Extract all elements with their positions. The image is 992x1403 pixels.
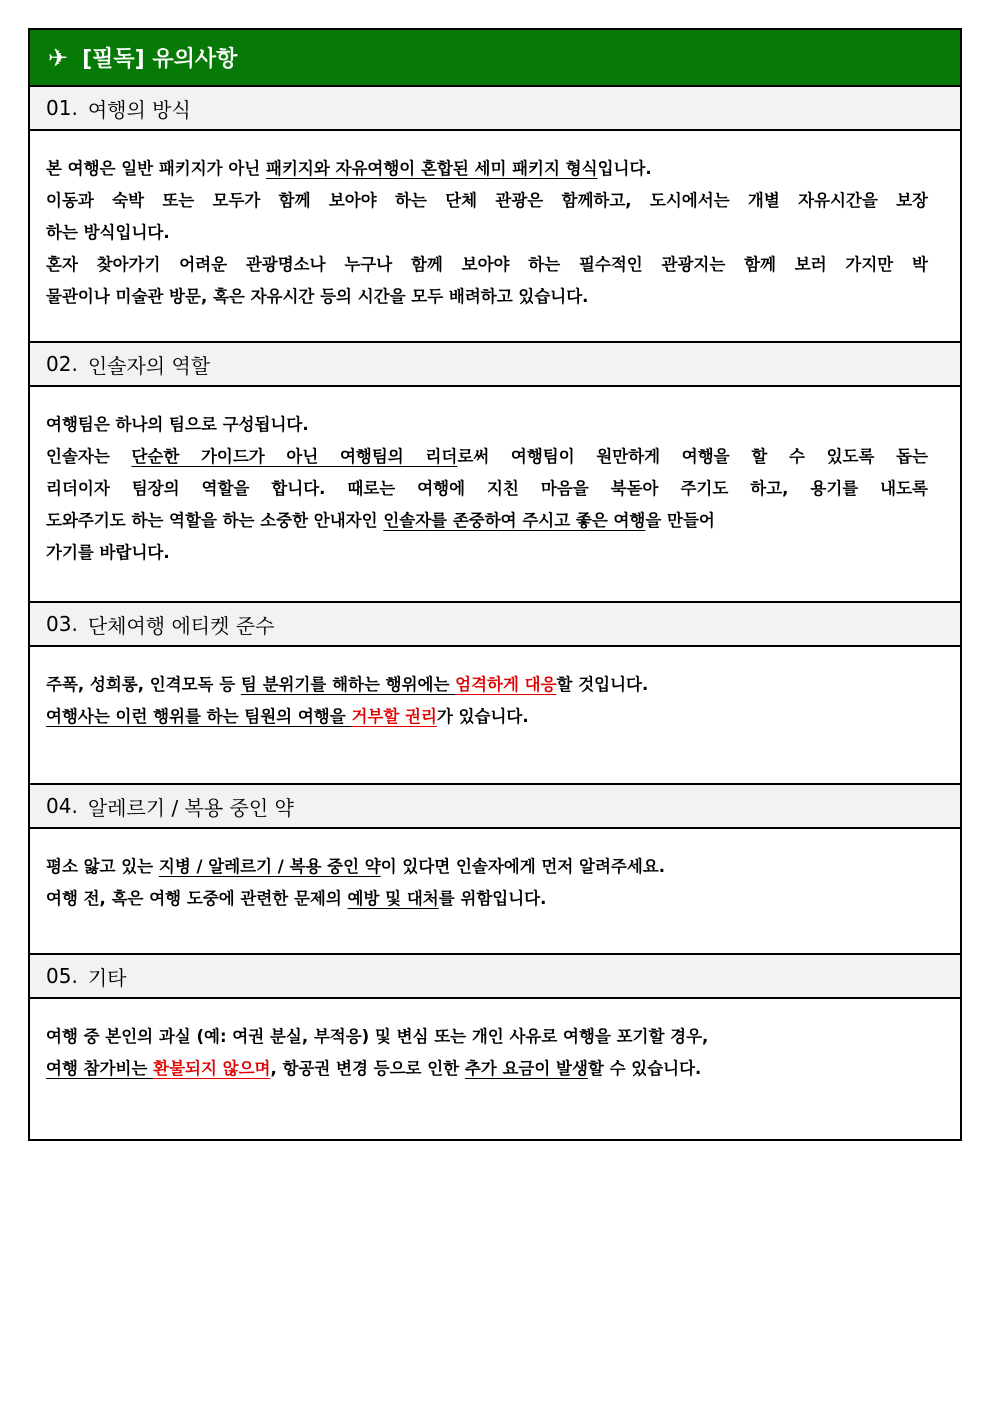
- emphasis-text: 환불되지 않으며: [153, 1059, 271, 1078]
- underlined-text: 인솔자를 존중하여 주시고 좋은 여행: [383, 511, 646, 530]
- notice-sections: [30, 87, 960, 1139]
- section-title: 기타: [87, 965, 127, 990]
- text-segment: 혼자 찾아가기 어려운 관광명소나 누구나 함께 보아야 하는 필수적인 관광지는 함께 보러 가지만 박: [46, 255, 928, 274]
- text-segment: 이 있다면 인솔자에게 먼저 알려주세요.: [380, 857, 666, 876]
- text-line: [46, 701, 928, 733]
- text-segment: 할 수 있습니다.: [587, 1059, 702, 1078]
- underlined-text: 여행 참가비는: [46, 1059, 154, 1078]
- notice-box: [28, 28, 962, 1141]
- text-segment: 본 여행은 일반 패키지가 아닌: [46, 159, 266, 178]
- underlined-text: 단순한 가이드가 아닌 여행팀의 리더: [131, 447, 458, 466]
- text-line: [46, 669, 928, 701]
- section-title: 인솔자의 역할: [87, 353, 211, 378]
- section-number: 05.: [46, 964, 78, 988]
- text-segment: 가 있습니다.: [436, 707, 529, 726]
- notice-title: [필독] 유의사항: [82, 47, 238, 72]
- text-segment: 여행 중 본인의 과실 (예: 여권 분실, 부적응) 및 변심 또는 개인 사유로 여행을 포기할 경우,: [46, 1027, 709, 1046]
- text-segment: 하는 방식입니다.: [46, 223, 170, 242]
- underlined-text: 팀 분위기를 해하는 행위에는: [240, 675, 456, 694]
- section-number: 03.: [46, 612, 78, 636]
- text-line: [46, 281, 928, 313]
- section-number: 02.: [46, 352, 78, 376]
- section-header: [30, 603, 960, 647]
- text-segment: 인솔자는: [46, 447, 132, 466]
- section-body: [30, 999, 960, 1139]
- section-title: 알레르기 / 복용 중인 약: [87, 795, 294, 820]
- text-line: [46, 249, 928, 281]
- underlined-text: 예방 및 대처: [347, 889, 439, 908]
- text-segment: 물관이나 미술관 방문, 혹은 자유시간 등의 시간을 모두 배려하고 있습니다.: [46, 287, 589, 306]
- section-number: 01.: [46, 96, 78, 120]
- emphasis-text: 엄격하게 대응: [455, 675, 557, 694]
- text-line: [46, 505, 928, 537]
- underlined-text: 여행사는 이런 행위를 하는 팀원의 여행을: [46, 707, 352, 726]
- section-title: 단체여행 에티켓 준수: [87, 613, 275, 638]
- text-line: [46, 185, 928, 217]
- airplane-icon: ✈: [48, 43, 69, 72]
- text-line: [46, 883, 928, 915]
- text-segment: 로써 여행팀이 원만하게 여행을 할 수 있도록 돕는: [457, 447, 928, 466]
- section-body: [30, 131, 960, 343]
- section-body: [30, 647, 960, 785]
- text-line: [46, 217, 928, 249]
- section-header: [30, 955, 960, 999]
- underlined-text: 패키지와 자유여행이 혼합된 세미 패키지 형식: [266, 159, 598, 178]
- section-header: [30, 343, 960, 387]
- text-segment: 여행 전, 혹은 여행 도중에 관련한 문제의: [46, 889, 348, 908]
- text-line: [46, 153, 928, 185]
- text-segment: 를 위함입니다.: [438, 889, 547, 908]
- text-segment: 평소 앓고 있는: [46, 857, 159, 876]
- section-body: [30, 387, 960, 603]
- notice-banner: [30, 30, 960, 87]
- section-title: 여행의 방식: [87, 97, 191, 122]
- text-line: [46, 1021, 928, 1053]
- underlined-text: 추가 요금이 발생: [464, 1059, 588, 1078]
- emphasis-text: 거부할 권리: [351, 707, 437, 726]
- text-segment: 리더이자 팀장의 역할을 합니다. 때로는 여행에 지친 마음을 북돋아 주기도 하고, 용기를 내도록: [46, 479, 928, 498]
- text-line: [46, 537, 928, 569]
- section-header: [30, 785, 960, 829]
- text-segment: 을 만들어: [645, 511, 715, 530]
- text-segment: 여행팀은 하나의 팀으로 구성됩니다.: [46, 415, 309, 434]
- text-segment: 할 것입니다.: [556, 675, 649, 694]
- text-line: [46, 441, 928, 473]
- text-segment: 도와주기도 하는 역할을 하는 소중한 안내자인: [46, 511, 384, 530]
- text-line: [46, 851, 928, 883]
- text-segment: 가기를 바랍니다.: [46, 543, 170, 562]
- section-body: [30, 829, 960, 955]
- text-segment: 입니다.: [597, 159, 652, 178]
- text-segment: , 항공권 변경 등으로 인한: [270, 1059, 465, 1078]
- text-line: [46, 409, 928, 441]
- text-line: [46, 1053, 928, 1085]
- text-segment: 이동과 숙박 또는 모두가 함께 보아야 하는 단체 관광은 함께하고, 도시에서는 개별 자유시간을 보장: [46, 191, 928, 210]
- text-segment: 주폭, 성희롱, 인격모독 등: [46, 675, 241, 694]
- text-line: [46, 473, 928, 505]
- section-number: 04.: [46, 794, 78, 818]
- section-header: [30, 87, 960, 131]
- underlined-text: 지병 / 알레르기 / 복용 중인 약: [158, 857, 381, 876]
